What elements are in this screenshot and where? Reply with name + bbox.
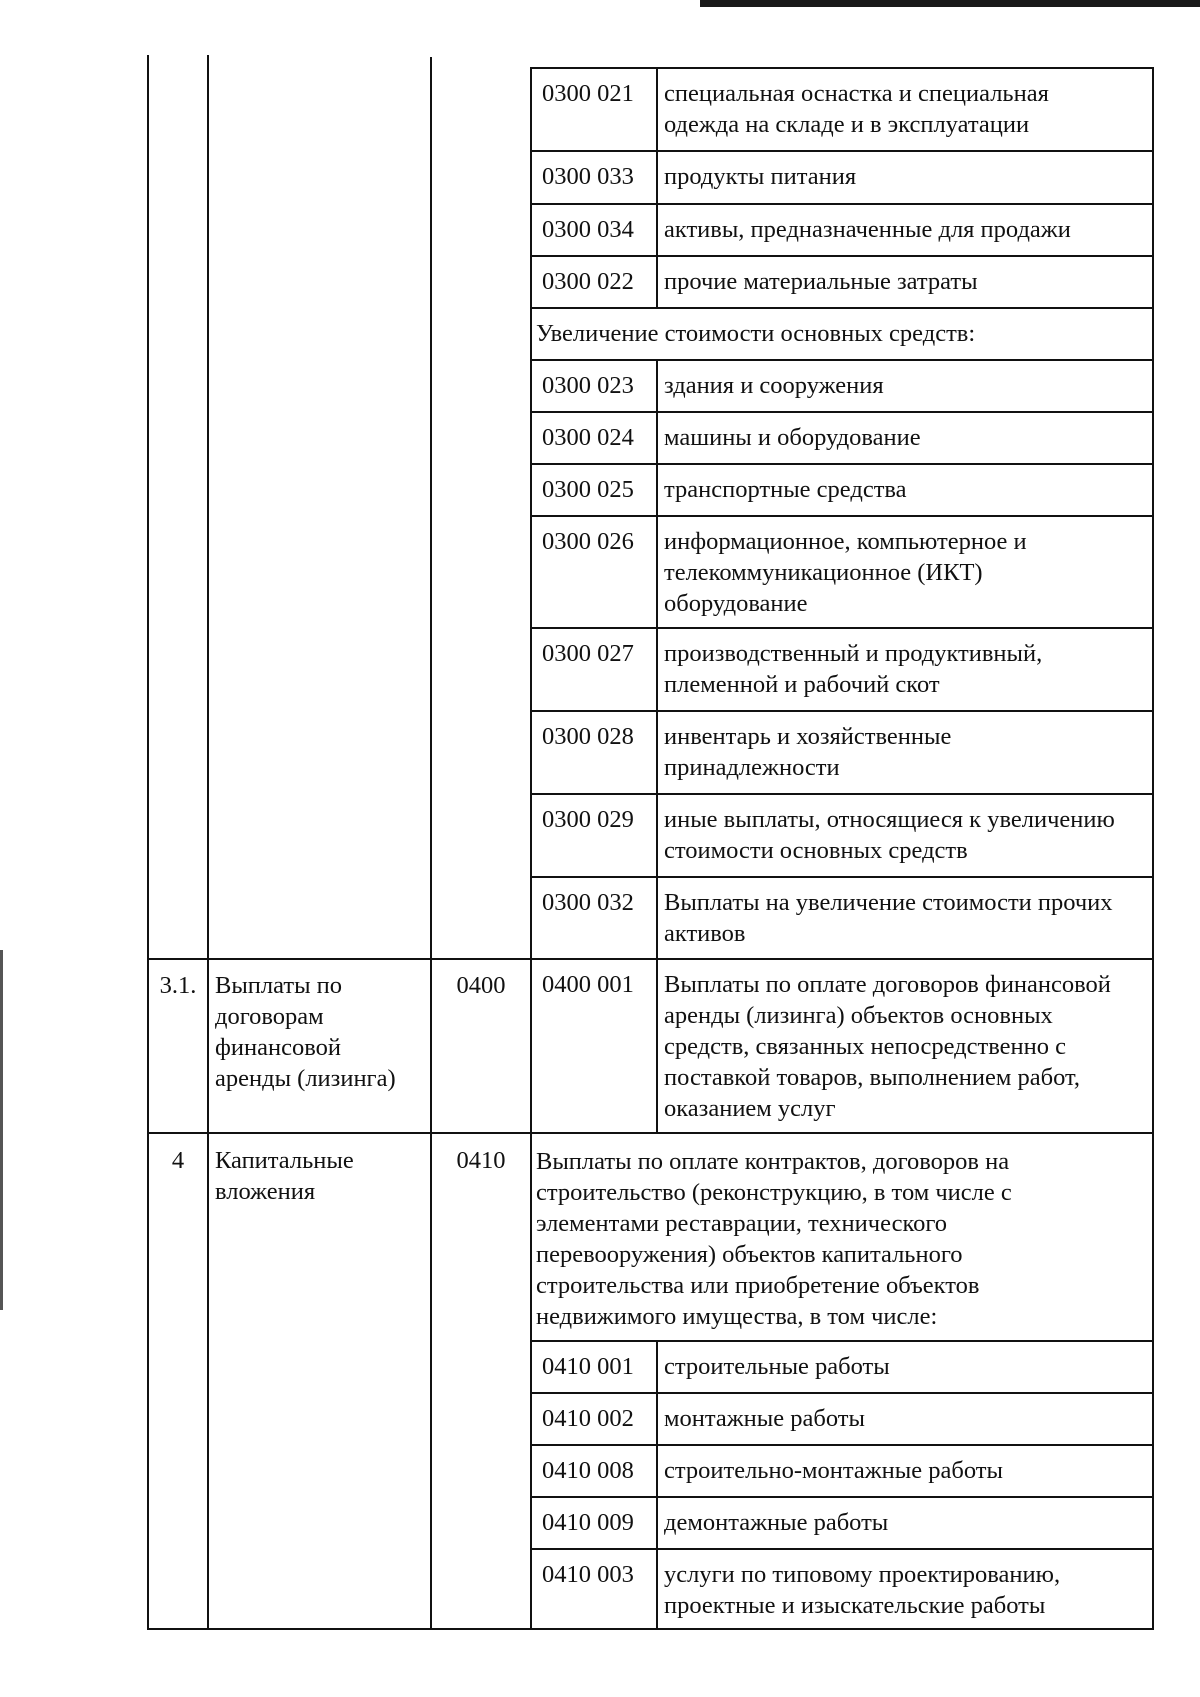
row-description: поставкой товаров, выполнением работ,	[664, 1064, 1081, 1091]
column-divider	[656, 203, 658, 255]
row-description: услуги по типовому проектированию,	[664, 1561, 1061, 1588]
row-divider	[530, 1444, 1154, 1446]
row-divider	[430, 57, 432, 58]
column-divider	[656, 255, 658, 307]
row-description: продукты питания	[664, 163, 857, 190]
column-divider	[656, 359, 658, 411]
row-description: оказанием услуг	[664, 1095, 836, 1122]
budget-code: 0300 034	[542, 216, 634, 243]
row-description: средств, связанных непосредственно с	[664, 1033, 1066, 1060]
row-description: элементами реставрации, технического	[536, 1210, 948, 1237]
section-code: 0410	[456, 1147, 506, 1174]
section-name: финансовой	[215, 1034, 341, 1061]
row-description: Выплаты по оплате договоров финансовой	[664, 971, 1111, 998]
row-description: информационное, компьютерное и	[664, 528, 1027, 555]
table-border-left	[147, 55, 149, 1629]
row-description: телекоммуникационное (ИКТ)	[664, 559, 983, 586]
column-divider	[656, 710, 658, 793]
row-description: Выплаты на увеличение стоимости прочих	[664, 889, 1113, 916]
row-divider	[530, 876, 1154, 878]
column-divider	[656, 150, 658, 203]
section-name: вложения	[215, 1178, 316, 1205]
budget-code: 0300 023	[542, 372, 634, 399]
row-description: строительство (реконструкцию, в том числе с	[536, 1179, 1012, 1206]
row-divider	[530, 150, 1154, 152]
budget-code: 0410 009	[542, 1509, 634, 1536]
budget-code: 0410 001	[542, 1353, 634, 1380]
row-divider	[530, 359, 1154, 361]
column-divider	[656, 67, 658, 150]
row-description: стоимости основных средств	[664, 837, 968, 864]
row-divider	[530, 255, 1154, 257]
budget-code: 0300 027	[542, 640, 634, 667]
row-divider	[530, 1340, 1154, 1342]
budget-code: 0300 024	[542, 424, 634, 451]
budget-code: 0410 008	[542, 1457, 634, 1484]
row-description: строительные работы	[664, 1353, 890, 1380]
column-divider	[430, 57, 432, 1629]
row-description: машины и оборудование	[664, 424, 921, 451]
budget-code: 0300 032	[542, 889, 634, 916]
row-description: племенной и рабочий скот	[664, 671, 940, 698]
section-name: аренды (лизинга)	[215, 1065, 396, 1092]
section-heading: Увеличение стоимости основных средств:	[536, 320, 976, 347]
column-divider	[656, 876, 658, 958]
row-description: строительства или приобретение объектов	[536, 1272, 980, 1299]
column-divider	[656, 1548, 658, 1629]
row-description: перевооружения) объектов капитального	[536, 1241, 963, 1268]
row-divider	[530, 793, 1154, 795]
column-divider	[530, 67, 532, 1629]
row-divider	[530, 1548, 1154, 1550]
row-description: здания и сооружения	[664, 372, 884, 399]
row-description: инвентарь и хозяйственные	[664, 723, 952, 750]
row-description: аренды (лизинга) объектов основных	[664, 1002, 1053, 1029]
scan-artifact-left	[0, 950, 3, 1310]
section-name: договорам	[215, 1003, 324, 1030]
row-description: активов	[664, 920, 746, 947]
row-description: производственный и продуктивный,	[664, 640, 1043, 667]
column-divider	[656, 793, 658, 876]
row-divider	[147, 958, 1154, 960]
section-name: Выплаты по	[215, 972, 343, 999]
column-divider	[656, 463, 658, 515]
row-description: принадлежности	[664, 754, 840, 781]
row-divider	[530, 67, 1154, 69]
row-divider	[530, 1496, 1154, 1498]
column-divider	[656, 958, 658, 1132]
budget-code: 0300 033	[542, 163, 634, 190]
row-description: иные выплаты, относящиеся к увеличению	[664, 806, 1115, 833]
table-border-bottom	[147, 1628, 1154, 1630]
table-border-right	[1152, 67, 1154, 1629]
budget-code: 0300 028	[542, 723, 634, 750]
column-divider	[656, 1496, 658, 1548]
column-divider	[656, 627, 658, 710]
budget-code: 0300 029	[542, 806, 634, 833]
section-number: 4	[171, 1147, 185, 1174]
row-divider	[147, 1132, 1154, 1134]
section-name: Капитальные	[215, 1147, 354, 1174]
row-description: специальная оснастка и специальная	[664, 80, 1049, 107]
column-divider	[656, 1340, 658, 1392]
row-divider	[530, 307, 1154, 309]
column-divider	[656, 411, 658, 463]
row-divider	[530, 463, 1154, 465]
budget-code: 0410 003	[542, 1561, 634, 1588]
row-description: одежда на складе и в эксплуатации	[664, 111, 1030, 138]
row-divider	[530, 710, 1154, 712]
row-description: недвижимого имущества, в том числе:	[536, 1303, 938, 1330]
row-description: активы, предназначенные для продажи	[664, 216, 1071, 243]
row-description: монтажные работы	[664, 1405, 865, 1432]
row-description: проектные и изыскательские работы	[664, 1592, 1046, 1619]
budget-code: 0410 002	[542, 1405, 634, 1432]
row-divider	[530, 627, 1154, 629]
row-description: прочие материальные затраты	[664, 268, 978, 295]
row-description: оборудование	[664, 590, 808, 617]
row-divider	[530, 1392, 1154, 1394]
row-description: строительно-монтажные работы	[664, 1457, 1003, 1484]
column-divider	[656, 1444, 658, 1496]
row-divider	[530, 515, 1154, 517]
section-code: 0400	[456, 972, 506, 999]
column-divider	[207, 55, 209, 1629]
row-description: Выплаты по оплате контрактов, договоров на	[536, 1148, 1010, 1175]
budget-code: 0300 021	[542, 80, 634, 107]
budget-code: 0300 025	[542, 476, 634, 503]
budget-code: 0300 026	[542, 528, 634, 555]
column-divider	[656, 1392, 658, 1444]
budget-code: 0300 022	[542, 268, 634, 295]
scan-artifact-top	[700, 0, 1200, 7]
row-description: демонтажные работы	[664, 1509, 889, 1536]
budget-code: 0400 001	[542, 971, 634, 998]
section-number: 3.1.	[159, 972, 197, 999]
row-description: транспортные средства	[664, 476, 907, 503]
row-divider	[530, 203, 1154, 205]
row-divider	[530, 411, 1154, 413]
column-divider	[656, 515, 658, 627]
